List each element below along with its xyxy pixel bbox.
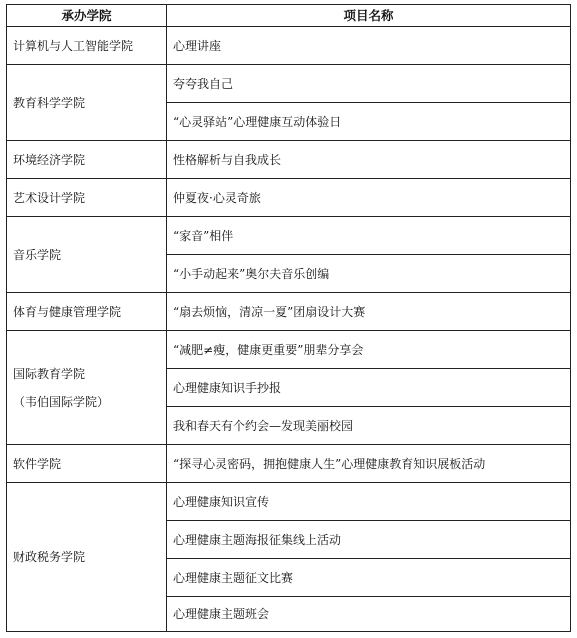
header-project-name: 项目名称 xyxy=(167,5,571,27)
college-name-line: 国际教育学院 xyxy=(13,366,86,381)
project-cell: 心理健康主题征文比赛 xyxy=(167,559,571,597)
college-name-line: （韦伯国际学院） xyxy=(13,394,110,409)
project-cell: 我和春天有个约会—发现美丽校园 xyxy=(167,407,571,445)
project-cell: “小手动起来”奥尔夫音乐创编 xyxy=(167,255,571,293)
project-cell: “家音”相伴 xyxy=(167,217,571,255)
project-cell: “心灵驿站”心理健康互动体验日 xyxy=(167,103,571,141)
project-cell: 心理健康知识手抄报 xyxy=(167,369,571,407)
college-cell: 体育与健康管理学院 xyxy=(7,293,167,331)
project-cell: “探寻心灵密码，拥抱健康人生”心理健康教育知识展板活动 xyxy=(167,445,571,483)
header-college: 承办学院 xyxy=(7,5,167,27)
header-row xyxy=(7,5,571,27)
college-cell: 计算机与人工智能学院 xyxy=(7,27,167,65)
table-row xyxy=(7,293,571,331)
table-row xyxy=(7,179,571,217)
project-cell: 性格解析与自我成长 xyxy=(167,141,571,179)
project-cell: 夸夸我自己 xyxy=(167,65,571,103)
table-row xyxy=(7,27,571,65)
college-cell xyxy=(7,331,167,445)
table-row xyxy=(7,445,571,483)
college-cell: 环境经济学院 xyxy=(7,141,167,179)
college-cell: 软件学院 xyxy=(7,445,167,483)
table-row xyxy=(7,483,571,521)
college-cell: 财政税务学院 xyxy=(7,483,167,632)
college-cell: 艺术设计学院 xyxy=(7,179,167,217)
project-table xyxy=(6,4,571,632)
table-row xyxy=(7,141,571,179)
project-cell: 心理健康知识宣传 xyxy=(167,483,571,521)
project-cell: “减肥≠瘦，健康更重要”朋辈分享会 xyxy=(167,331,571,369)
table-row xyxy=(7,217,571,255)
table-row xyxy=(7,331,571,369)
project-cell: 仲夏夜·心灵奇旅 xyxy=(167,179,571,217)
table-row xyxy=(7,65,571,103)
project-cell: 心理讲座 xyxy=(167,27,571,65)
project-cell: 心理健康主题班会 xyxy=(167,597,571,632)
project-cell: “扇去烦恼，清凉一夏”团扇设计大赛 xyxy=(167,293,571,331)
project-cell: 心理健康主题海报征集线上活动 xyxy=(167,521,571,559)
college-cell: 音乐学院 xyxy=(7,217,167,293)
college-cell: 教育科学学院 xyxy=(7,65,167,141)
